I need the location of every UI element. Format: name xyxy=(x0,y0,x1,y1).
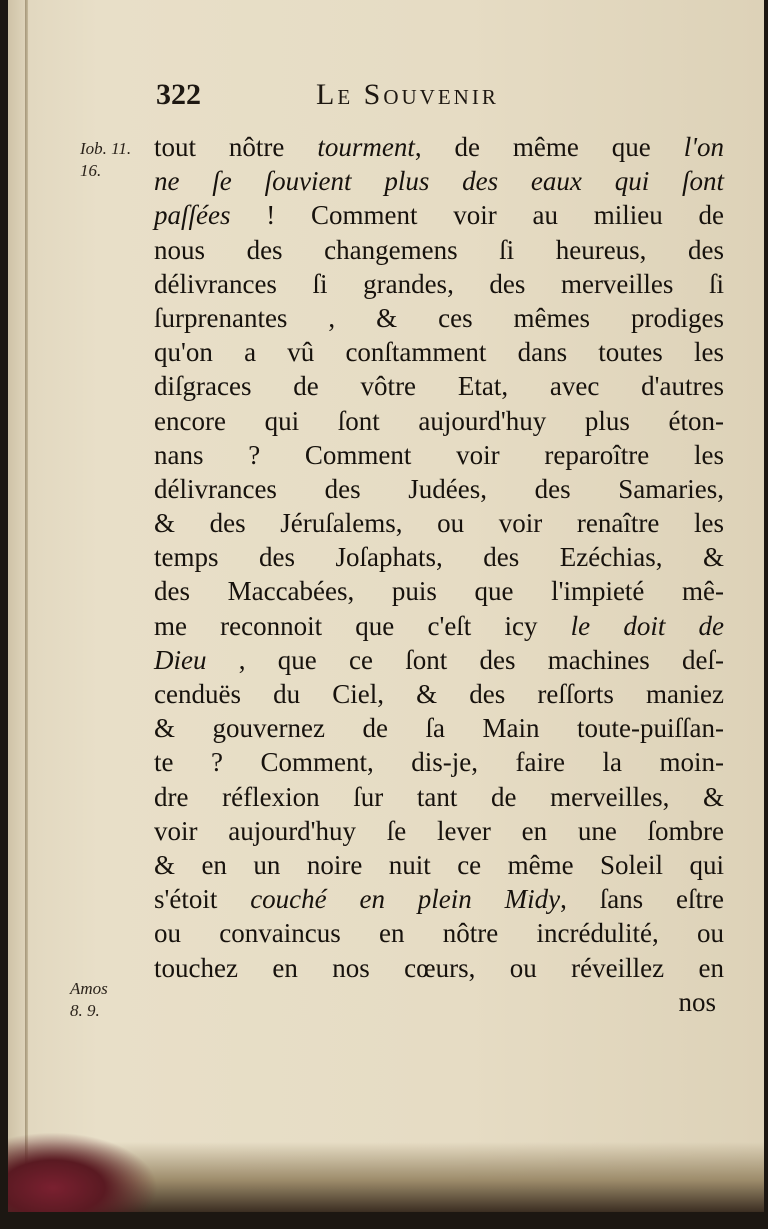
page-header xyxy=(156,78,626,124)
text-segment: me reconnoit que c'eſt icy xyxy=(154,610,571,641)
text-line xyxy=(154,540,724,574)
text-segment: tout nôtre xyxy=(154,132,318,162)
binding-gutter xyxy=(25,0,28,1212)
text-segment: temps des Joſaphats, des Ezéchias, & xyxy=(154,542,724,573)
text-line xyxy=(154,335,724,369)
catchword: nos xyxy=(678,986,716,1017)
text-segment: & en un noire nuit ce même Soleil qui xyxy=(154,849,724,880)
text-segment: s'étoit xyxy=(154,884,251,915)
text-segment: touchez en nos cœurs, ou réveillez en xyxy=(154,952,724,983)
text-segment: ou convaincus en nôtre incrédulité, ou xyxy=(154,918,724,949)
text-line xyxy=(154,848,724,882)
running-head: Le Souvenir xyxy=(316,78,499,111)
text-line xyxy=(154,745,724,779)
text-line xyxy=(154,574,724,608)
text-segment: voir aujourd'huy ſe lever en une ſombre xyxy=(154,815,724,846)
text-line xyxy=(154,677,724,711)
margin-note-top xyxy=(80,138,131,182)
text-segment: délivrances des Judées, des Samaries, xyxy=(154,473,724,504)
text-line xyxy=(154,814,724,848)
italic-segment: ne ſe ſouvient plus des eaux qui ſont xyxy=(154,166,724,197)
text-line xyxy=(154,301,724,335)
text-segment: & gouvernez de ſa Main toute-puiſſan- xyxy=(154,713,724,744)
text-line xyxy=(154,609,724,643)
text-segment: , que ce ſont des machines deſ- xyxy=(206,644,724,675)
text-line xyxy=(154,267,724,301)
text-segment: délivrances ſi grandes, des merveilles ſi xyxy=(154,268,724,299)
text-segment: ſurprenantes , & ces mêmes prodiges xyxy=(154,302,724,333)
text-segment: dre réflexion ſur tant de merveilles, & xyxy=(154,781,724,812)
text-line xyxy=(154,198,724,232)
text-segment: & des Jéruſalems, ou voir renaître les xyxy=(154,508,724,539)
text-line xyxy=(154,506,724,540)
text-line xyxy=(154,916,724,950)
corner-stain xyxy=(8,1132,158,1212)
text-segment: diſgraces de vôtre Etat, avec d'autres xyxy=(154,371,724,402)
text-line xyxy=(154,951,724,985)
text-line xyxy=(154,711,724,745)
italic-segment: le doit de xyxy=(570,610,724,641)
text-line xyxy=(154,369,724,403)
text-line xyxy=(154,233,724,267)
italic-segment: Dieu xyxy=(154,644,207,675)
text-line xyxy=(154,643,724,677)
text-segment: nous des changemens ſi heureus, des xyxy=(154,234,724,265)
text-line xyxy=(154,438,724,472)
text-segment: ! Comment voir au milieu de xyxy=(230,200,724,231)
text-segment: cenduës du Ciel, & des reſſorts maniez xyxy=(154,679,724,709)
text-line xyxy=(154,164,724,198)
book-page xyxy=(8,0,764,1212)
text-segment: nans ? Comment voir reparoître les xyxy=(154,439,724,470)
text-line xyxy=(154,780,724,814)
text-segment: des Maccabées, puis que l'impieté mê- xyxy=(154,576,724,607)
italic-segment: l'on xyxy=(683,132,724,162)
text-segment: te ? Comment, dis-je, faire la moin- xyxy=(154,747,724,778)
text-line xyxy=(154,130,724,164)
margin-note-line: 8. 9. xyxy=(70,1001,100,1020)
text-segment: , de même que xyxy=(414,132,684,162)
text-segment: qu'on a vû conſtamment dans toutes les xyxy=(154,337,724,368)
margin-note-line: Iob. 11. xyxy=(80,139,132,158)
italic-segment: paſſées xyxy=(154,200,231,231)
margin-note-bottom xyxy=(70,978,108,1022)
margin-note-line: 16. xyxy=(80,161,102,180)
text-segment: , ſans eſtre xyxy=(560,884,724,915)
text-segment: encore qui ſont aujourd'huy plus éton- xyxy=(154,405,724,436)
italic-segment: tourment xyxy=(317,132,415,162)
body-text xyxy=(154,130,724,1019)
page-number: 322 xyxy=(156,78,201,111)
text-line xyxy=(154,472,724,506)
margin-note-line: Amos xyxy=(70,979,108,998)
text-line xyxy=(154,404,724,438)
text-line xyxy=(154,882,724,916)
italic-segment: couché en plein Midy xyxy=(250,884,561,915)
